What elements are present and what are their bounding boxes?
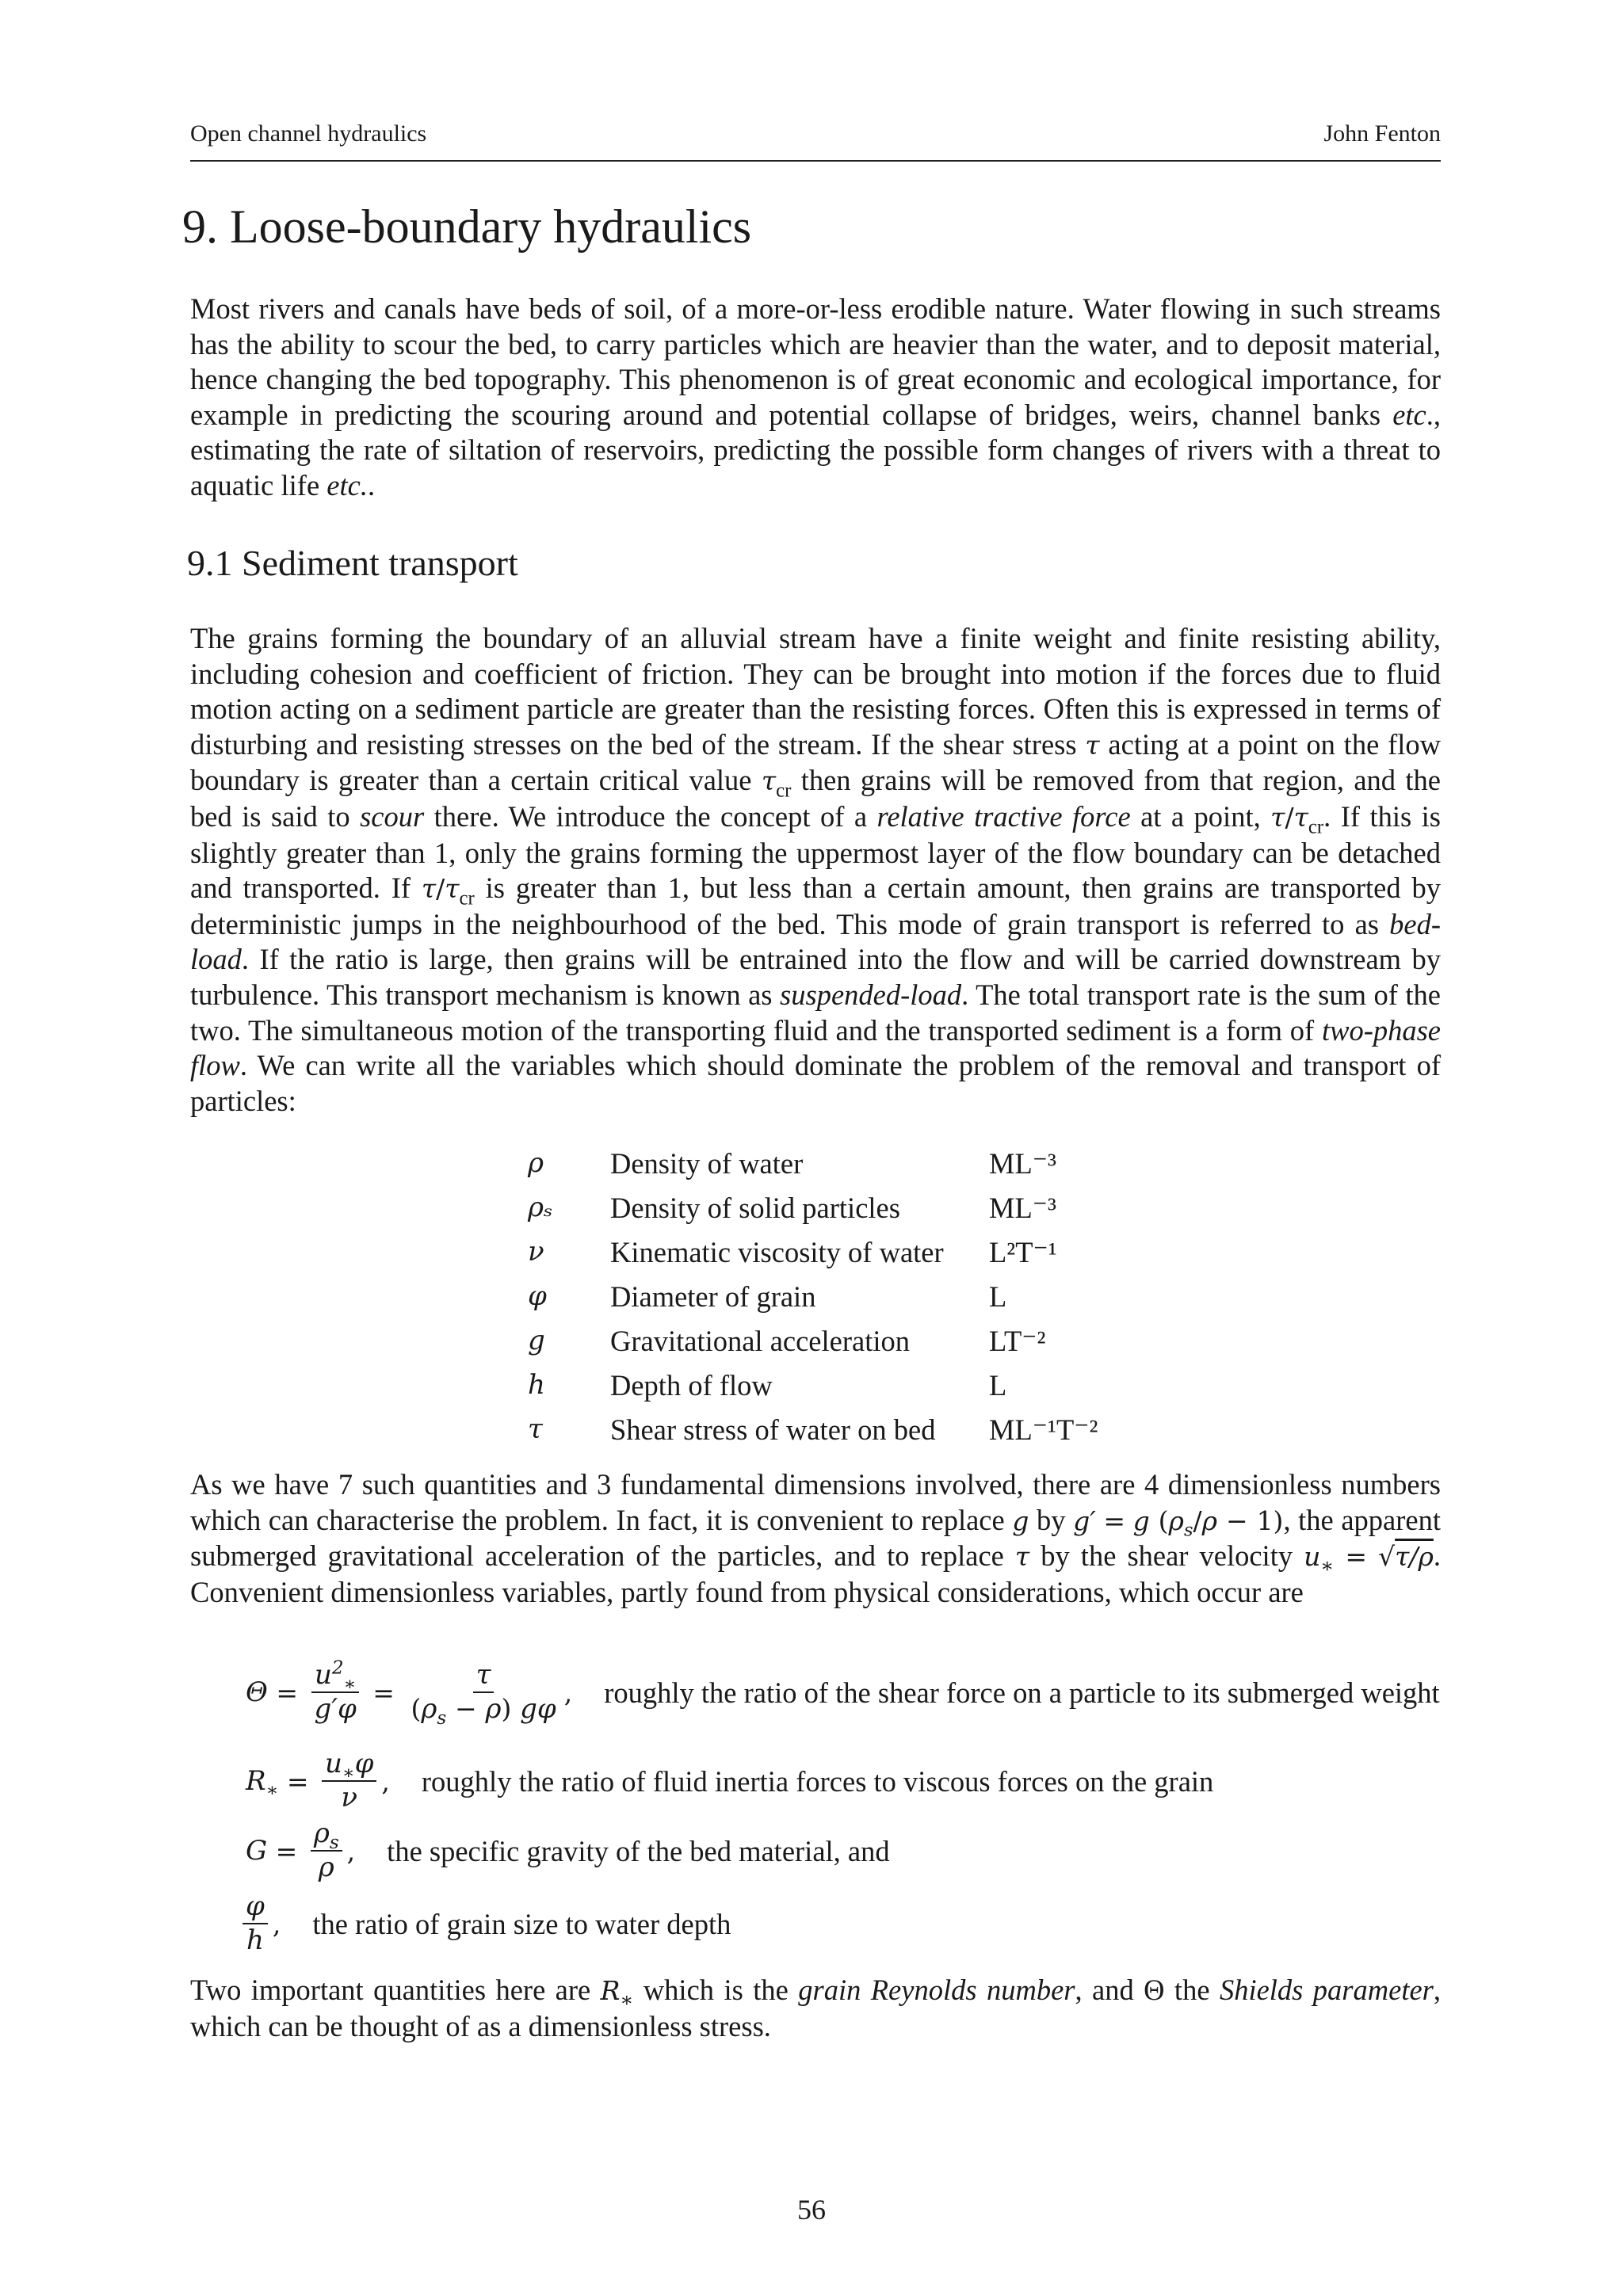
transport-paragraph: The grains forming the boundary of an alluvial stream have a finite weight and finite resisting ability, including cohesion and coefficient of friction. They can be brought into motion if the forces due to fluid motion acting on a sediment particle are greater than the resisting forces. Often this is expressed in terms of disturbing and resisting stresses on the bed of the stream. If the shear stress τ acting at a point on the flow boundary is greater than a certain critical value $\tau_{cr}$ then grains will be removed from that region, and the bed is said to scour there. We introduce the concept of a relative tractive force at a point, $\tau/\tau_{cr}$. If this is slightly greater than 1, only the grains forming the uppermost layer of the flow boundary can be detached and transported. If $\tau/\tau_{cr}$ is greater than 1, but less than a certain amount, then grains are transported by deterministic jumps in the neighbourhood of the bed. This mode of grain transport is referred to as bed-load. If the ratio is large, then grains will be entrained into the flow and will be carried downstream by turbulence. This transport mechanism is known as suspended-load. The total transport rate is the sum of the two. The simultaneous motion of the transporting fluid and the transported sediment is a form of two-phase flow. We can write all the variables which should dominate the problem of the removal and transport of particles: <box>190 622 1441 1117</box>
equation-shields: Θ = $\frac{u^2_∗}{g'\varphi}$ = $\frac{\tau}{(\rho_s - \rho) g\varphi}$ , roughly the ratio of the shear force on a particle to its submerged weight <box>246 1657 1440 1730</box>
variable-row: ρₛ Density of solid particles ML⁻³ <box>528 1191 1056 1224</box>
header-right: John Fenton <box>1323 120 1441 147</box>
header-left: Open channel hydraulics <box>190 120 427 147</box>
closing-paragraph: Two important quantities here are $R_∗$ which is the grain Reynolds number, and Θ the Shields parameter, which can be thought of as a dimensionless stress. <box>190 1974 1441 2042</box>
variable-row: h Depth of flow L <box>528 1368 1007 1402</box>
variable-row: φ Diameter of grain L <box>528 1280 1007 1313</box>
equation-description: roughly the ratio of fluid inertia forces to viscous forces on the grain <box>421 1764 1214 1798</box>
equation-grain-reynolds: $R_∗$ = $\frac{u_∗\varphi}{\nu}$ , roughly the ratio of fluid inertia forces to viscous forces on the grain <box>246 1748 1214 1814</box>
dimensionless-paragraph: As we have 7 such quantities and 3 fundamental dimensions involved, there are 4 dimensionless numbers which can characterise the problem. In fact, it is convenient to replace g by g′ = g $(\rho_s/\rho - 1)$, the apparent submerged gravitational acceleration of the particles, and to replace τ by the shear velocity $u_∗ = √\tau/\rho$. Convenient dimensionless variables, partly found from physical considerations, which occur are <box>190 1468 1441 1608</box>
variable-row: g Gravitational acceleration LT⁻² <box>528 1324 1046 1357</box>
equation-description: the ratio of grain size to water depth <box>312 1907 731 1940</box>
equation-size-ratio: $\frac{\varphi}{h}$ , the ratio of grain size to water depth <box>242 1892 731 1956</box>
variable-row: τ Shear stress of water on bed ML⁻¹T⁻² <box>528 1413 1098 1446</box>
equation-description: the specific gravity of the bed material, and <box>387 1834 890 1867</box>
variable-row: ρ Density of water ML⁻³ <box>528 1146 1056 1180</box>
variables-table <box>507 1141 1148 1451</box>
equation-description: roughly the ratio of the shear force on a particle to its submerged weight <box>604 1676 1440 1709</box>
equation-specific-gravity: G = $\frac{\rho_s}{\rho}$ , the specific gravity of the bed material, and <box>246 1817 890 1884</box>
running-header <box>190 120 1441 147</box>
variable-row: ν Kinematic viscosity of water L²T⁻¹ <box>528 1235 1057 1268</box>
header-rule <box>190 160 1441 162</box>
intro-paragraph: Most rivers and canals have beds of soil, of a more-or-less erodible nature. Water flowing in such streams has the ability to scour the bed, to carry particles which are heavier than the water, and to deposit material, hence changing the bed topography. This phenomenon is of great economic and ecological importance, for example in predicting the scouring around and potential collapse of bridges, weirs, channel banks etc., estimating the rate of siltation of reservoirs, predicting the possible form changes of rivers with a threat to aquatic life etc.. <box>190 292 1441 502</box>
page-number: 56 <box>797 2194 826 2225</box>
chapter-title: 9. Loose-boundary hydraulics <box>182 200 752 253</box>
section-title: 9.1 Sediment transport <box>187 543 518 583</box>
